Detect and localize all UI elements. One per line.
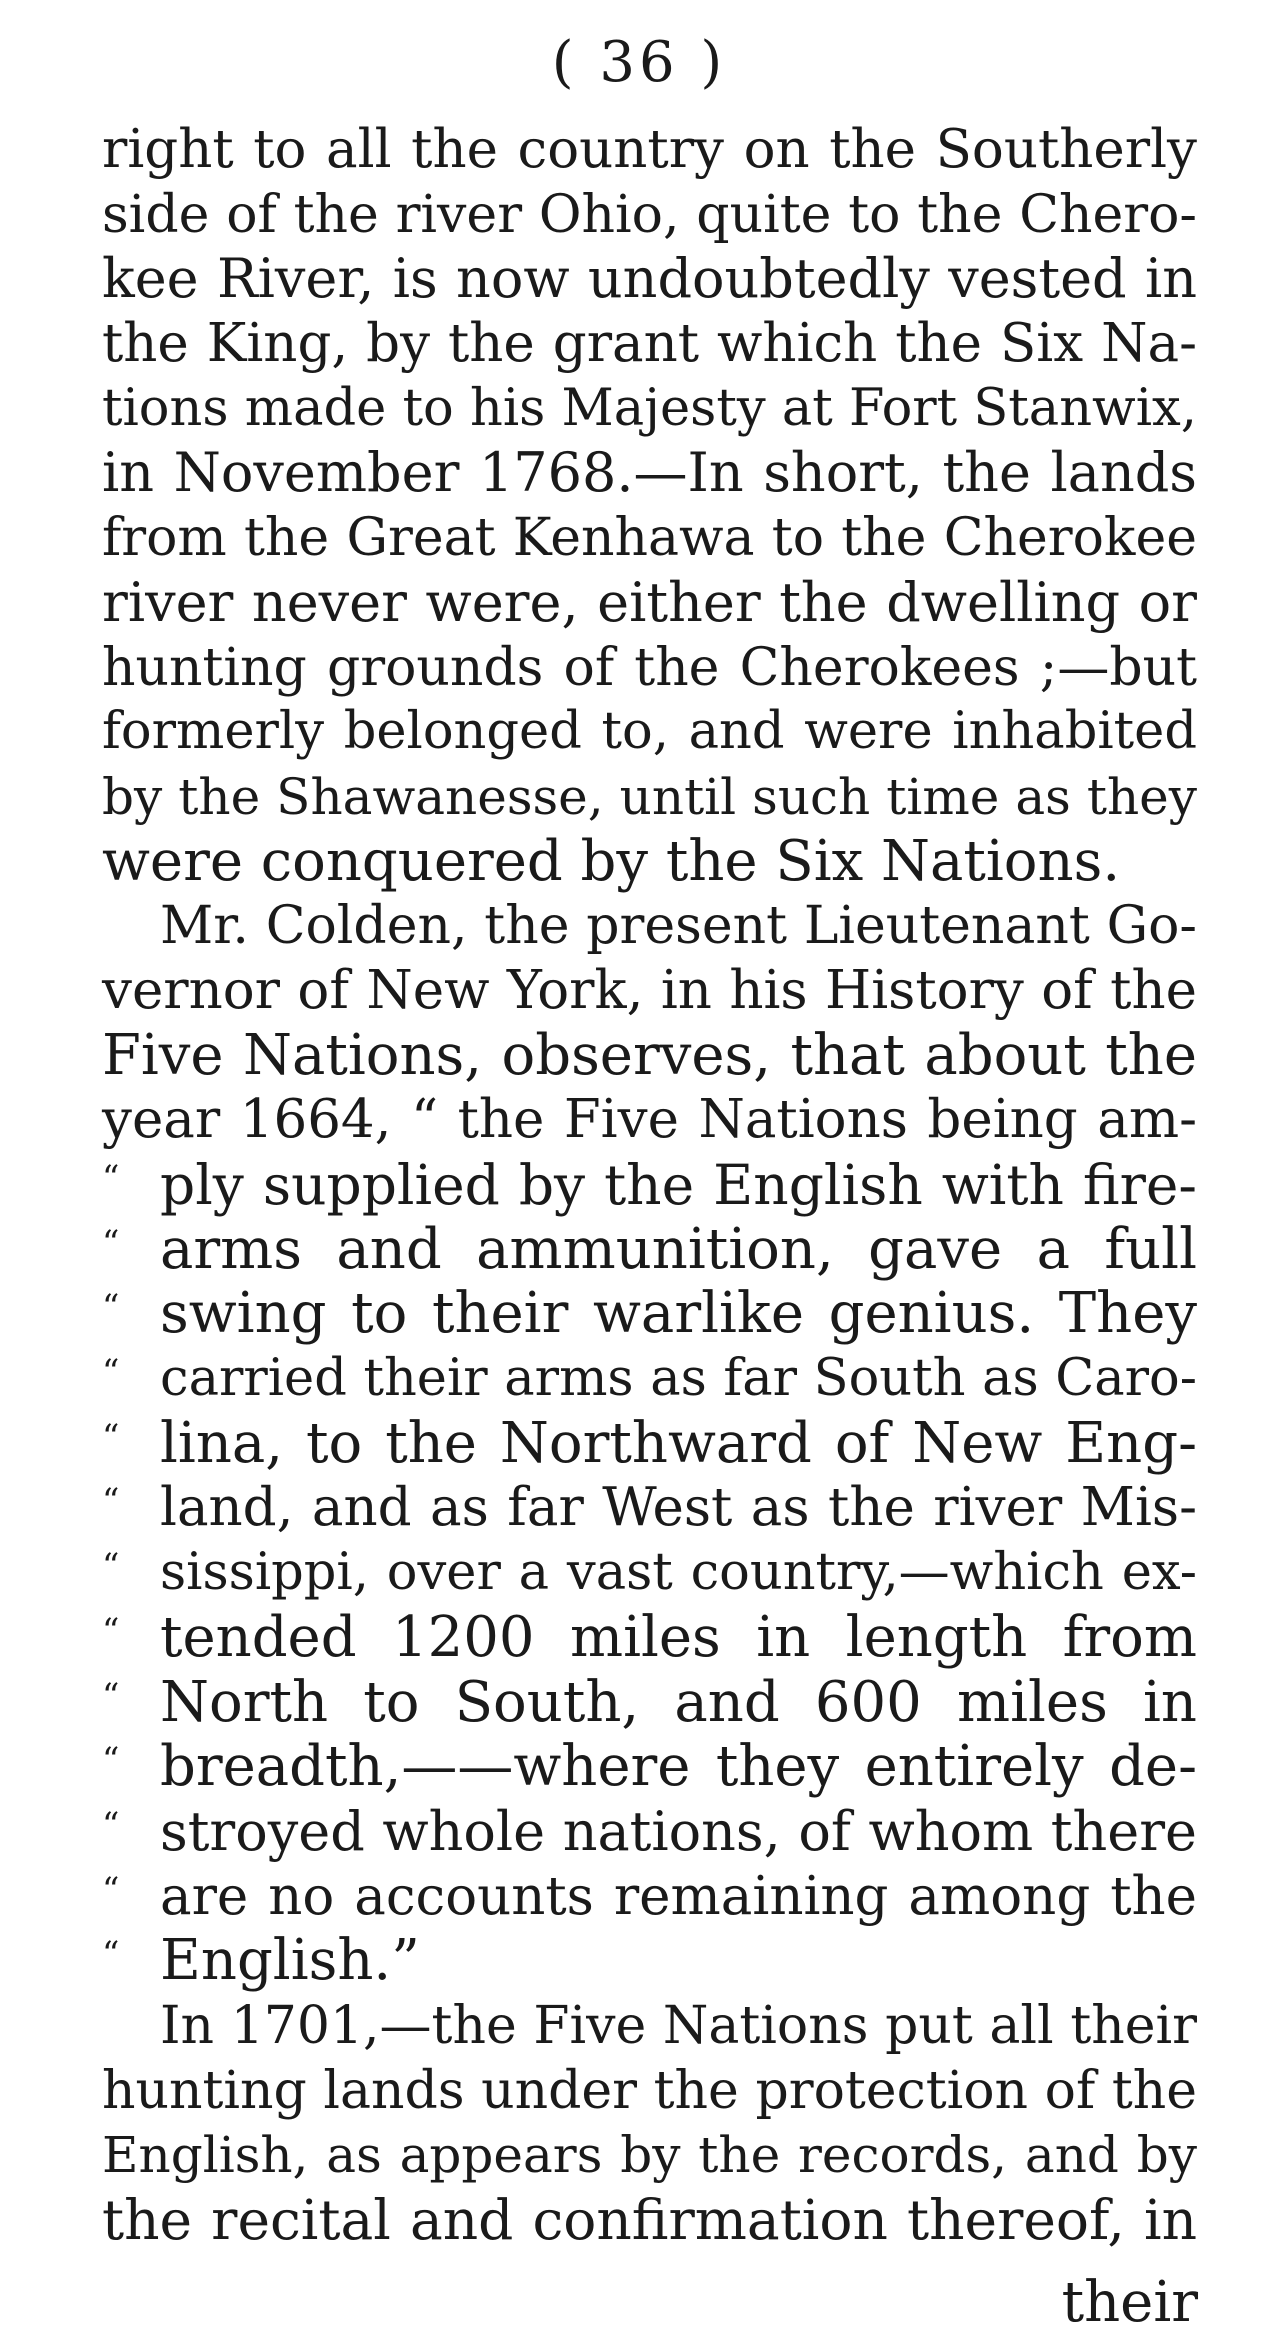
quote-text: English.” bbox=[160, 1928, 420, 1994]
text-line: hunting lands under the protection of the bbox=[102, 2060, 1197, 2121]
quote-text: arms and ammunition, gave a full bbox=[160, 1216, 1197, 1282]
quote-mark: “ bbox=[102, 1934, 120, 1975]
quote-mark: “ bbox=[102, 1546, 120, 1587]
quote-text: breadth,——where they entirely de- bbox=[160, 1734, 1197, 1800]
quote-text: land, and as far West as the river Mis- bbox=[160, 1477, 1197, 1539]
quote-mark: “ bbox=[102, 1352, 120, 1393]
quote-mark: “ bbox=[102, 1610, 120, 1651]
text-line: kee River, is now undoubtedly vested in bbox=[102, 247, 1197, 311]
text-line: tions made to his Majesty at Fort Stanwix, bbox=[102, 378, 1197, 438]
quote-text: carried their arms as far South as Caro- bbox=[160, 1349, 1197, 1409]
quote-text: ply supplied by the English with fire- bbox=[160, 1153, 1197, 1217]
quote-line bbox=[102, 1476, 1197, 1541]
quote-line bbox=[102, 1282, 1197, 1347]
quote-line bbox=[102, 1735, 1197, 1800]
text-line: Mr. Colden, the present Lieutenant Go- bbox=[160, 896, 1197, 957]
quote-mark: “ bbox=[102, 1740, 120, 1781]
text-line: In 1701,—the Five Nations put all their bbox=[160, 1995, 1197, 2056]
quote-line bbox=[102, 1929, 1197, 1994]
page-number: ( 36 ) bbox=[551, 30, 727, 95]
quote-line bbox=[102, 1347, 1197, 1412]
text-line: the recital and confirmation thereof, in bbox=[102, 2188, 1197, 2252]
text-line: year 1664, “ the Five Nations being am- bbox=[102, 1089, 1197, 1151]
quote-text: swing to their warlike genius. They bbox=[160, 1281, 1197, 1347]
text-line: formerly belonged to, and were inhabited bbox=[102, 702, 1197, 762]
quote-line bbox=[102, 1606, 1197, 1671]
quote-text: North to South, and 600 miles in bbox=[160, 1669, 1197, 1735]
quote-mark: “ bbox=[102, 1416, 120, 1457]
quote-mark: “ bbox=[102, 1481, 120, 1522]
quote-text: are no accounts remaining among the bbox=[160, 1865, 1197, 1927]
text-line: side of the river Ohio, quite to the Chero- bbox=[102, 184, 1197, 245]
text-line: by the Shawanesse, until such time as they bbox=[102, 767, 1197, 826]
quote-text: tended 1200 miles in length from bbox=[160, 1604, 1197, 1670]
quote-line bbox=[102, 1541, 1197, 1606]
quote-text: sissippi, over a vast country,—which ex- bbox=[160, 1543, 1197, 1603]
text-line: the King, by the grant which the Six Na- bbox=[102, 313, 1197, 375]
quote-mark: “ bbox=[102, 1869, 120, 1910]
text-line: in November 1768.—In short, the lands bbox=[102, 441, 1197, 505]
quote-line bbox=[102, 1865, 1197, 1930]
catchword: their bbox=[1061, 2270, 1198, 2335]
quote-mark: “ bbox=[102, 1804, 120, 1845]
text-line: right to all the country on the Southerly bbox=[102, 119, 1197, 180]
quote-line bbox=[102, 1218, 1197, 1283]
quote-text: lina, to the Northward of New Eng- bbox=[160, 1410, 1197, 1476]
quote-line bbox=[102, 1800, 1197, 1865]
text-line: English, as appears by the records, and by bbox=[102, 2126, 1197, 2185]
quote-line bbox=[102, 1412, 1197, 1477]
quote-mark: “ bbox=[102, 1287, 120, 1328]
text-line: river never were, either the dwelling or bbox=[102, 570, 1197, 634]
text-line: were conquered by the Six Nations. bbox=[102, 828, 1121, 894]
quote-text: stroyed whole nations, of whom there bbox=[160, 1799, 1197, 1863]
text-line: hunting grounds of the Cherokees ;—but bbox=[102, 637, 1197, 698]
quote-line bbox=[102, 1153, 1197, 1218]
quote-mark: “ bbox=[102, 1675, 120, 1716]
body-text bbox=[102, 118, 1197, 2253]
quote-mark: “ bbox=[102, 1158, 120, 1198]
quote-line bbox=[102, 1671, 1197, 1736]
text-line: Five Nations, observes, that about the bbox=[102, 1022, 1197, 1088]
quote-mark: “ bbox=[102, 1222, 120, 1263]
text-line: from the Great Kenhawa to the Cherokee bbox=[102, 508, 1197, 569]
text-line: vernor of New York, in his History of the bbox=[102, 959, 1197, 1021]
